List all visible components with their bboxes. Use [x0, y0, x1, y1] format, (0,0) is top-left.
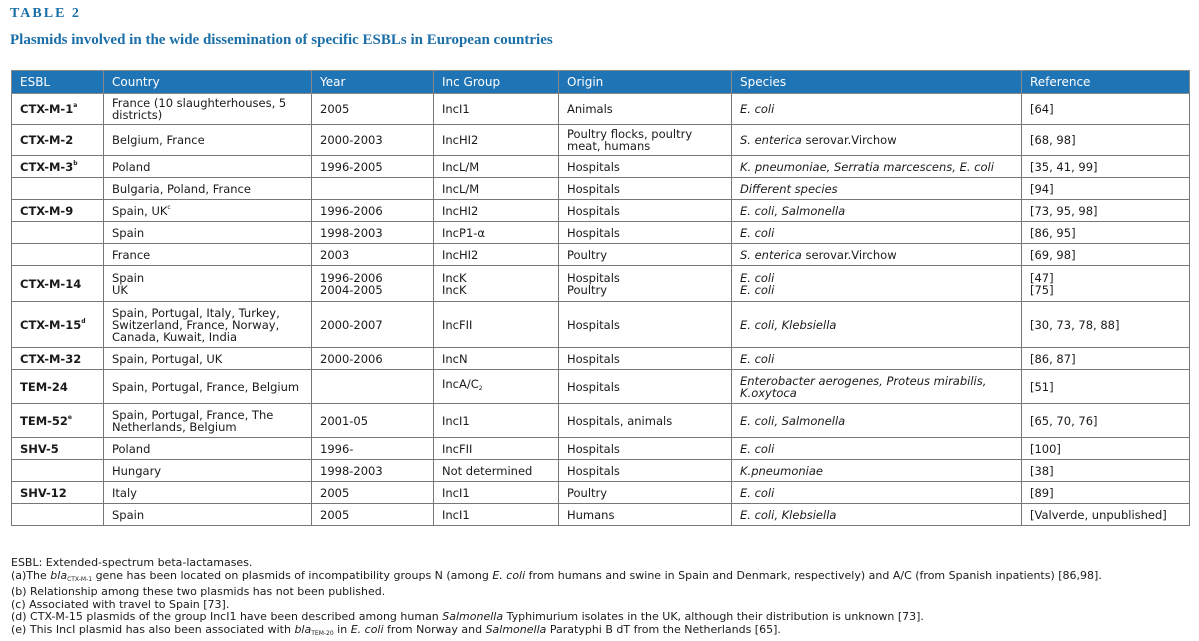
cell-species-text: K. pneumoniae, Serratia marcescens, E. coli [740, 159, 994, 174]
cell-country [104, 370, 312, 404]
table-row [12, 125, 1190, 156]
cell-inc-group-text: Not determined [442, 463, 533, 478]
cell-year-text: 1998-2003 [320, 225, 383, 240]
cell-inc-group [434, 125, 559, 156]
cell-reference-text: [89] [1030, 485, 1054, 500]
cell-country [104, 200, 312, 222]
cell-country-text: Spain, Portugal, UK [112, 351, 223, 366]
cell-esbl-text: CTX-M-32 [20, 351, 82, 366]
cell-species-text: E. coli [740, 441, 775, 456]
cell-year [312, 200, 434, 222]
cell-reference [1022, 370, 1190, 404]
footnote-a-text: The [26, 568, 51, 582]
cell-inc-group-text: IncHI2 [442, 247, 479, 262]
footnote-a-gene-sub: CTX-M-1 [67, 575, 93, 583]
footnote-c: (c) Associated with travel to Spain [73]. [11, 597, 230, 611]
cell-reference-text: [100] [1030, 441, 1061, 456]
cell-country-text: Hungary [112, 463, 162, 478]
cell-reference-text: [68, 98] [1030, 133, 1076, 147]
cell-country-text: France [112, 247, 151, 262]
cell-species [732, 302, 1022, 348]
cell-reference [1022, 178, 1190, 200]
cell-country-text: Belgium, France [112, 133, 205, 147]
cell-inc-group [434, 404, 559, 438]
table-row [12, 178, 1190, 200]
cell-country-text: Poland [112, 441, 151, 456]
footnote-d-text-2: Typhimurium isolates in the UK, although their distribution is unknown [73]. [503, 610, 924, 624]
cell-species [732, 244, 1022, 266]
cell-esbl [12, 244, 104, 266]
footnote-marker: a [73, 102, 78, 109]
cell-year [312, 222, 434, 244]
cell-country [104, 404, 312, 438]
cell-reference-text: [35, 41, 99] [1030, 159, 1098, 174]
footnote-d-text: (d) CTX-M-15 plasmids of the group IncI1 have been described among human [11, 610, 443, 624]
cell-species [732, 370, 1022, 404]
cell-inc-group [434, 156, 559, 178]
cell-inc-group-text: IncL/M [442, 181, 480, 196]
cell-origin-text: Poultry [567, 485, 608, 500]
cell-reference [1022, 222, 1190, 244]
table-body [12, 94, 1190, 526]
cell-esbl [12, 222, 104, 244]
cell-species-text: E. coli [740, 485, 775, 500]
footnote-e-text-4: Paratyphi B dT from the Netherlands [65]. [546, 622, 781, 636]
footnote-a-text-3: from humans and swine in Spain and Denmark, respectively) and A/C (from Spanish inpatients) [86,98]. [525, 568, 1102, 582]
cell-esbl-text: CTX-M-9 [20, 203, 74, 218]
table-row [12, 482, 1190, 504]
cell-origin [559, 348, 732, 370]
cell-year [312, 266, 434, 302]
cell-year [312, 482, 434, 504]
cell-inc-group [434, 178, 559, 200]
cell-origin-text: Hospitals [567, 441, 620, 456]
footnote-b: (b) Relationship among these two plasmids has not been published. [11, 585, 386, 599]
cell-inc-group-text: IncHI2 [442, 203, 479, 218]
cell-species-text: E. coli, Klebsiella [740, 317, 837, 332]
cell-origin [559, 178, 732, 200]
cell-year-text: 2005 [320, 507, 350, 522]
cell-year-text: 1996- [320, 441, 354, 456]
cell-year [312, 404, 434, 438]
cell-year [312, 460, 434, 482]
cell-inc-group [434, 348, 559, 370]
cell-origin [559, 404, 732, 438]
cell-inc-group-text: IncI1 [442, 102, 470, 116]
cell-reference [1022, 438, 1190, 460]
cell-year [312, 94, 434, 125]
cell-reference-text: [94] [1030, 181, 1054, 196]
cell-origin-text: Hospitals [567, 181, 620, 196]
cell-reference [1022, 266, 1190, 302]
footnote-marker: b [73, 159, 78, 167]
cell-country-text: Spain [112, 507, 145, 522]
cell-year [312, 244, 434, 266]
cell-inc-group [434, 244, 559, 266]
cell-inc-group [434, 222, 559, 244]
cell-species-text: E. coli [740, 102, 775, 116]
cell-country [104, 94, 312, 125]
cell-year-text: 1996-2006 2004-2005 [320, 270, 383, 297]
cell-esbl [12, 348, 104, 370]
footnote-e [11, 624, 1102, 641]
footnote-e-text: (e) This IncI plasmid has also been associated with [11, 622, 295, 636]
cell-esbl-text: CTX-M-15 [20, 317, 82, 332]
table-title: Plasmids involved in the wide dissemination of specific ESBLs in European countries [10, 32, 553, 48]
cell-inc-group-text: IncK IncK [442, 270, 467, 297]
footnote-esbl-definition: ESBL: Extended-spectrum beta-lactamases. [11, 556, 253, 569]
cell-species-text: E. coli, Klebsiella [740, 507, 837, 522]
table-row [12, 302, 1190, 348]
cell-year-text: 2005 [320, 485, 350, 500]
cell-reference [1022, 156, 1190, 178]
cell-year-text: 2001-05 [320, 413, 369, 428]
cell-species-text: E. coli [740, 225, 775, 240]
cell-species [732, 156, 1022, 178]
cell-species [732, 94, 1022, 125]
footnote-a [11, 570, 1102, 587]
cell-country-text: Spain, Portugal, France, Belgium [112, 379, 300, 394]
cell-country [104, 504, 312, 526]
cell-reference-text: [73, 95, 98] [1030, 203, 1098, 218]
cell-inc-group [434, 200, 559, 222]
cell-reference [1022, 244, 1190, 266]
cell-esbl-text: TEM-52 [20, 413, 68, 428]
cell-esbl-text: SHV-5 [20, 441, 59, 456]
cell-origin-text: Poultry flocks, poultry meat, humans [567, 127, 693, 153]
cell-country [104, 302, 312, 348]
cell-origin-text: Humans [567, 507, 615, 522]
cell-esbl [12, 125, 104, 156]
footnote-e-text-2: in [333, 622, 351, 636]
footnote-marker: c [167, 203, 171, 211]
cell-esbl-text: CTX-M-3 [20, 159, 74, 174]
cell-species-text: S. enterica [740, 247, 802, 262]
cell-origin [559, 200, 732, 222]
table-row [12, 266, 1190, 302]
cell-inc-group [434, 266, 559, 302]
cell-origin-text: Hospitals [567, 203, 620, 218]
cell-year-text: 2000-2006 [320, 351, 383, 366]
footnote-d-species: Salmonella [442, 610, 504, 624]
cell-origin-text: Poultry [567, 247, 608, 262]
cell-reference-text: [51] [1030, 379, 1054, 394]
cell-inc-group-text: IncP1-α [442, 225, 485, 240]
footnote-a-gene: bla [50, 568, 68, 582]
cell-origin-text: Hospitals [567, 351, 620, 366]
cell-country-text: Spain, Portugal, Italy, Turkey, Switzerland, France, Norway, Canada, Kuwait, India [112, 305, 280, 344]
esbl-plasmid-table [11, 70, 1190, 526]
cell-country [104, 482, 312, 504]
cell-year [312, 348, 434, 370]
cell-esbl-text: CTX-M-2 [20, 133, 74, 147]
cell-origin-text: Animals [567, 102, 613, 116]
cell-species [732, 266, 1022, 302]
cell-reference-text: [65, 70, 76] [1030, 413, 1098, 428]
table-row [12, 244, 1190, 266]
cell-species [732, 460, 1022, 482]
table-header-row [12, 71, 1190, 94]
header-esbl: ESBL [12, 71, 104, 94]
cell-year-text: 2003 [320, 247, 350, 262]
table-label: TABLE 2 [10, 6, 81, 21]
cell-year [312, 156, 434, 178]
cell-year-text: 1998-2003 [320, 463, 383, 478]
cell-esbl-text: SHV-12 [20, 485, 67, 500]
footnote-a-text-2: gene has been located on plasmids of incompatibility groups N (among [92, 568, 493, 582]
cell-inc-group-text: IncL/M [442, 159, 480, 174]
table-footnotes [11, 557, 1102, 641]
cell-origin [559, 504, 732, 526]
cell-species [732, 404, 1022, 438]
header-year: Year [312, 71, 434, 94]
cell-inc-group [434, 460, 559, 482]
cell-year-text: 2000-2007 [320, 317, 383, 332]
cell-country-text: Spain, Portugal, France, The Netherlands, Belgium [112, 407, 274, 434]
cell-species [732, 482, 1022, 504]
cell-species [732, 222, 1022, 244]
cell-species-text: E. coli, Salmonella [740, 203, 846, 218]
footnote-e-species: E. coli [350, 622, 384, 636]
cell-reference-text: [30, 73, 78, 88] [1030, 317, 1120, 332]
cell-inc-group-text: IncFII [442, 317, 473, 332]
cell-species [732, 348, 1022, 370]
cell-country-text: Italy [112, 485, 137, 500]
cell-inc-group [434, 504, 559, 526]
cell-inc-group-text: IncFII [442, 441, 473, 456]
cell-inc-group [434, 94, 559, 125]
cell-country [104, 125, 312, 156]
footnote-e-species-2: Salmonella [485, 622, 547, 636]
cell-species [732, 438, 1022, 460]
table-row [12, 156, 1190, 178]
cell-country [104, 460, 312, 482]
cell-country [104, 156, 312, 178]
cell-esbl [12, 178, 104, 200]
cell-inc-group [434, 482, 559, 504]
cell-esbl-text: CTX-M-1 [20, 102, 74, 116]
cell-species-text: K.pneumoniae [740, 463, 823, 478]
cell-reference-text: [64] [1030, 102, 1054, 116]
cell-origin-text: Hospitals [567, 225, 620, 240]
header-origin: Origin [559, 71, 732, 94]
cell-year [312, 302, 434, 348]
cell-esbl-text: TEM-24 [20, 379, 68, 394]
cell-origin [559, 302, 732, 348]
cell-esbl [12, 266, 104, 302]
cell-species-text: Enterobacter aerogenes, Proteus mirabilis, K.oxytoca [740, 373, 987, 400]
cell-inc-group-text: IncA/C [442, 377, 479, 391]
cell-year [312, 178, 434, 200]
cell-year-text: 1996-2006 [320, 203, 383, 218]
cell-inc-group [434, 438, 559, 460]
species-serovar: serovar.Virchow [801, 247, 897, 262]
cell-year [312, 125, 434, 156]
cell-origin-text: Hospitals [567, 159, 620, 174]
cell-origin [559, 156, 732, 178]
table-row [12, 404, 1190, 438]
cell-origin [559, 370, 732, 404]
cell-esbl [12, 504, 104, 526]
cell-origin [559, 125, 732, 156]
cell-species [732, 178, 1022, 200]
cell-esbl [12, 156, 104, 178]
cell-inc-group-text: IncI1 [442, 507, 470, 522]
cell-origin [559, 482, 732, 504]
header-country: Country [104, 71, 312, 94]
cell-esbl [12, 460, 104, 482]
cell-esbl [12, 482, 104, 504]
cell-country [104, 438, 312, 460]
cell-country [104, 348, 312, 370]
cell-esbl [12, 370, 104, 404]
cell-reference [1022, 125, 1190, 156]
species-serovar: serovar.Virchow [801, 133, 897, 147]
cell-esbl [12, 302, 104, 348]
cell-year-text: 1996-2005 [320, 159, 383, 174]
cell-country-text: Spain UK [112, 270, 145, 297]
cell-reference-text: [Valverde, unpublished] [1030, 507, 1167, 522]
cell-esbl [12, 438, 104, 460]
table-row [12, 460, 1190, 482]
cell-country-text: Bulgaria, Poland, France [112, 181, 251, 196]
cell-year-text: 2005 [320, 102, 350, 116]
cell-esbl [12, 200, 104, 222]
cell-reference [1022, 94, 1190, 125]
cell-origin [559, 438, 732, 460]
header-reference: Reference [1022, 71, 1190, 94]
cell-reference-text: [86, 87] [1030, 351, 1076, 366]
cell-year [312, 438, 434, 460]
cell-year [312, 370, 434, 404]
subscript: 2 [478, 385, 483, 392]
cell-species-text: E. coli, Salmonella [740, 413, 846, 428]
table-row [12, 504, 1190, 526]
cell-reference [1022, 302, 1190, 348]
cell-reference [1022, 200, 1190, 222]
cell-origin-text: Hospitals [567, 463, 620, 478]
footnote-marker: e [67, 413, 72, 421]
cell-species-text: S. enterica [740, 133, 802, 147]
cell-country-text: Spain, UK [112, 203, 168, 218]
cell-reference [1022, 404, 1190, 438]
cell-origin-text: Hospitals [567, 379, 620, 394]
header-inc-group: Inc Group [434, 71, 559, 94]
cell-esbl [12, 94, 104, 125]
footnote-e-text-3: from Norway and [383, 622, 486, 636]
cell-inc-group [434, 370, 559, 404]
cell-species-text: E. coli [740, 351, 775, 366]
cell-country-text: France (10 slaughterhouses, 5 districts) [112, 96, 287, 122]
cell-country-text: Poland [112, 159, 151, 174]
table-row [12, 438, 1190, 460]
table-row [12, 348, 1190, 370]
cell-reference [1022, 348, 1190, 370]
cell-inc-group-text: IncN [442, 351, 468, 366]
cell-species-text: Different species [740, 181, 838, 196]
cell-inc-group-text: IncI1 [442, 413, 470, 428]
cell-country [104, 266, 312, 302]
cell-inc-group [434, 302, 559, 348]
cell-reference-text: [38] [1030, 463, 1054, 478]
cell-year-text: 2000-2003 [320, 133, 383, 147]
table-row [12, 200, 1190, 222]
cell-species [732, 504, 1022, 526]
footnote-a-species: E. coli [492, 568, 526, 582]
cell-esbl [12, 404, 104, 438]
cell-inc-group-text: IncI1 [442, 485, 470, 500]
cell-country [104, 222, 312, 244]
cell-origin-text: Hospitals Poultry [567, 270, 620, 297]
cell-species-text: E. coli E. coli [740, 270, 775, 297]
cell-reference [1022, 482, 1190, 504]
footnote-e-gene: bla [294, 622, 312, 636]
cell-reference-text: [86, 95] [1030, 225, 1076, 240]
header-species: Species [732, 71, 1022, 94]
cell-species [732, 125, 1022, 156]
cell-origin [559, 266, 732, 302]
table-row [12, 94, 1190, 125]
cell-reference-text: [47] [75] [1030, 270, 1054, 297]
table-row [12, 370, 1190, 404]
cell-reference [1022, 460, 1190, 482]
cell-reference-text: [69, 98] [1030, 247, 1076, 262]
cell-reference [1022, 504, 1190, 526]
cell-origin [559, 94, 732, 125]
cell-country [104, 244, 312, 266]
cell-origin [559, 222, 732, 244]
cell-year [312, 504, 434, 526]
cell-origin [559, 460, 732, 482]
cell-country [104, 178, 312, 200]
footnote-e-gene-sub: TEM-20 [311, 629, 334, 637]
cell-origin [559, 244, 732, 266]
cell-origin-text: Hospitals [567, 317, 620, 332]
table-row [12, 222, 1190, 244]
cell-esbl-text: CTX-M-14 [20, 276, 82, 291]
cell-country-text: Spain [112, 225, 145, 240]
footnote-a-mark: (a) [11, 568, 27, 582]
cell-inc-group-text: IncHI2 [442, 133, 479, 147]
cell-species [732, 200, 1022, 222]
cell-origin-text: Hospitals, animals [567, 413, 673, 428]
footnote-marker: d [81, 317, 86, 325]
